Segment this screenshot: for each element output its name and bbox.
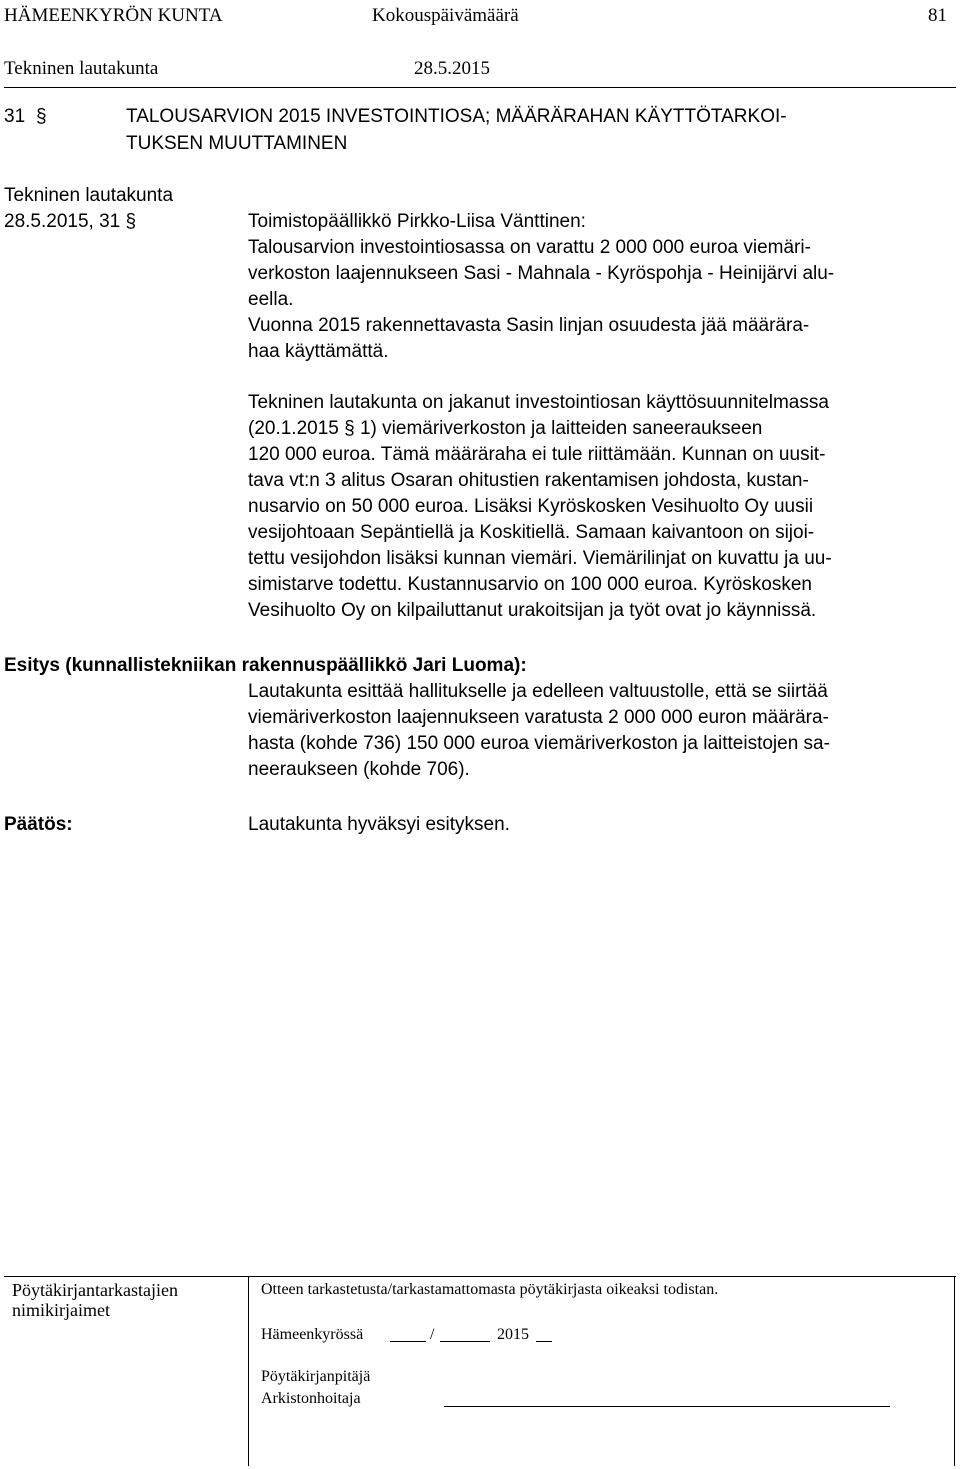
date-separator: / [430, 1326, 435, 1343]
meeting-date-label: Kokouspäivämäärä [372, 5, 519, 26]
paragraph-line: Vuonna 2015 rakennettavasta Sasin linjan osuudesta jää määrära- [248, 315, 810, 336]
paragraph-line: Tekninen lautakunta on jakanut investointiosan käyttösuunnitelmassa [248, 392, 829, 413]
footer-archivist: Arkistonhoitaja [261, 1390, 361, 1407]
paragraph-line: Talousarvion investointiosassa on varattu 2 000 000 euroa viemäri- [248, 237, 811, 258]
paragraph-line: 120 000 euroa. Tämä määräraha ei tule riittämään. Kunnan on uusit- [248, 444, 826, 465]
footer-place: Hämeenkyrössä [261, 1326, 364, 1343]
decision-label: Päätös: [4, 814, 73, 835]
paragraph-line: haa käyttämättä. [248, 341, 389, 362]
paragraph-line: Toimistopäällikkö Pirkko-Liisa Vänttinen: [248, 211, 586, 232]
paragraph-line: nusarvio on 50 000 euroa. Lisäksi Kyröskosken Vesihuolto Oy uusii [248, 496, 814, 517]
paragraph-line: Vesihuolto Oy on kilpailuttanut urakoitsijan ja työt ovat jo käynnissä. [248, 600, 817, 621]
footer-column-divider [248, 1276, 249, 1466]
footer-signatures-label-2: nimikirjaimet [12, 1300, 110, 1320]
footer-box [4, 1276, 956, 1467]
board-name: Tekninen lautakunta [4, 58, 159, 79]
paragraph-line: simistarve todettu. Kustannusarvio on 100 000 euroa. Kyröskosken [248, 574, 812, 595]
paragraph-line: neeraukseen (kohde 706). [248, 759, 470, 780]
section-sign: § [36, 106, 47, 127]
header-divider [4, 87, 956, 88]
meeting-date: 28.5.2015 [414, 58, 490, 79]
paragraph-line: vesijohtoaan Sepäntiellä ja Koskitiellä. Samaan kaivantoon on sijoi- [248, 522, 815, 543]
footer-year: 2015 [497, 1326, 529, 1343]
footer-right-border [954, 1276, 955, 1466]
preparation-board: Tekninen lautakunta [4, 185, 174, 206]
item-number: 31 [4, 106, 26, 127]
paragraph-line: viemäriverkoston laajennukseen varatusta 2 000 000 euron määrära- [248, 707, 829, 728]
date-day-blank [390, 1341, 426, 1342]
paragraph-line: Lautakunta esittää hallitukselle ja edelleen valtuustolle, että se siirtää [248, 681, 828, 702]
paragraph-line: verkoston laajennukseen Sasi - Mahnala - Kyröspohja - Heinijärvi alu- [248, 263, 835, 284]
paragraph-line: tettu vesijohdon lisäksi kunnan viemäri. Viemärilinjat on kuvattu ja uu- [248, 548, 832, 569]
signature-line [444, 1406, 890, 1407]
footer-minutes-keeper: Pöytäkirjanpitäjä [261, 1368, 371, 1385]
paragraph-line: (20.1.2015 § 1) viemäriverkoston ja laitteiden saneeraukseen [248, 418, 763, 439]
footer-signatures-label: Pöytäkirjantarkastajien [12, 1280, 178, 1300]
date-month-blank [440, 1341, 490, 1342]
proposal-label: Esitys (kunnallistekniikan rakennuspäällikkö Jari Luoma): [4, 655, 527, 676]
item-title-line-1: TALOUSARVION 2015 INVESTOINTIOSA; MÄÄRÄRAHAN KÄYTTÖTARKOI- [126, 106, 787, 127]
footer-certification: Otteen tarkastetusta/tarkastamattomasta pöytäkirjasta oikeaksi todistan. [261, 1281, 719, 1298]
organization-name: HÄMEENKYRÖN KUNTA [4, 5, 223, 26]
preparation-paragraph-2 [248, 390, 952, 624]
page-number: 81 [928, 5, 947, 26]
item-title-line-2: TUKSEN MUUTTAMINEN [126, 133, 348, 154]
paragraph-line: hasta (kohde 736) 150 000 euroa viemäriverkoston ja laitteistojen sa- [248, 733, 830, 754]
proposal-text [248, 679, 952, 783]
date-year-blank [536, 1341, 552, 1342]
preparation-reference: 28.5.2015, 31 § [4, 211, 137, 232]
decision-text: Lautakunta hyväksyi esityksen. [248, 814, 510, 835]
paragraph-line: eella. [248, 289, 294, 310]
paragraph-line: tava vt:n 3 alitus Osaran ohitustien rakentamisen johdosta, kustan- [248, 470, 809, 491]
preparation-paragraph-1 [248, 209, 952, 365]
